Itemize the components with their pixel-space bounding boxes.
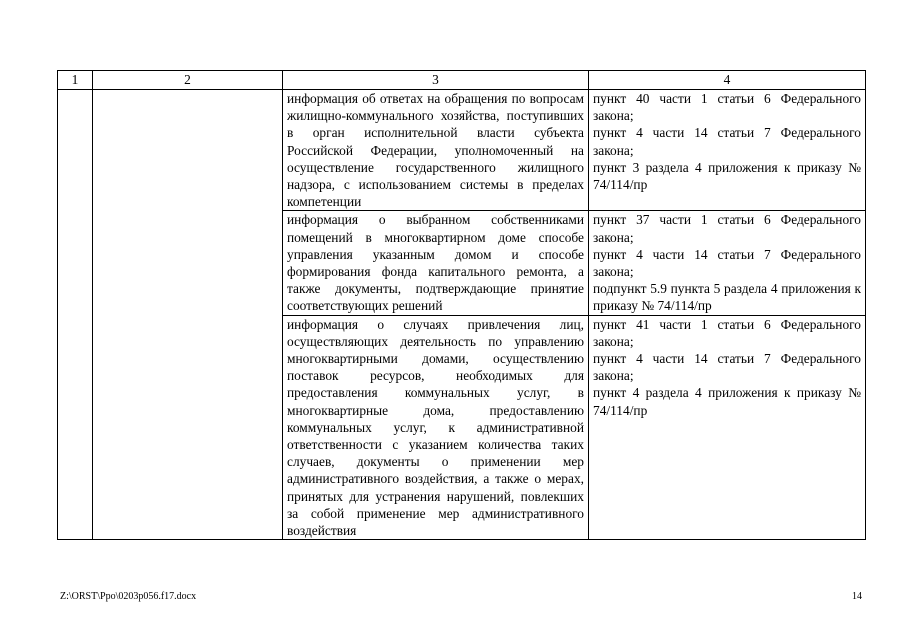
- col2-merged-cell: [93, 90, 283, 540]
- column-header-4: 4: [589, 71, 866, 90]
- legal-basis-item: пункт 37 части 1 статьи 6 Федерального закона;: [593, 212, 861, 245]
- legal-basis-cell: [589, 315, 866, 540]
- information-description-cell: информация об ответах на обращения по вопросам жилищно-коммунального хозяйства, поступивших в орган исполнительной власти субъекта Российской Федерации, уполномоченный на осуществление государственного жилищного надзора, с использованием системы в пределах компетенции: [283, 90, 589, 211]
- column-header-2: 2: [93, 71, 283, 90]
- table-header-row: [58, 71, 866, 90]
- legal-basis-cell: [589, 90, 866, 211]
- col1-merged-cell: [58, 90, 93, 540]
- legal-basis-item: пункт 3 раздела 4 приложения к приказу № 74/114/пр: [593, 159, 861, 193]
- legal-basis-item: пункт 4 части 14 статьи 7 Федерального закона;: [593, 351, 861, 384]
- information-description-cell: информация о выбранном собственниками помещений в многоквартирном доме способе управления указанным домом и способе формирования фонда капитального ремонта, а также документы, подтверждающие принятие соответствующих решений: [283, 211, 589, 315]
- legal-basis-item: пункт 4 части 14 статьи 7 Федерального закона;: [593, 125, 861, 158]
- legal-basis-cell: [589, 211, 866, 315]
- document-table: [57, 70, 866, 540]
- legal-basis-item: пункт 4 части 14 статьи 7 Федерального закона;: [593, 246, 861, 280]
- column-header-1: 1: [58, 71, 93, 90]
- legal-basis-item: пункт 40 части 1 статьи 6 Федерального закона;: [593, 91, 861, 124]
- column-header-3: 3: [283, 71, 589, 90]
- information-description-cell: информация о случаях привлечения лиц, осуществляющих деятельность по управлению многоквартирными домами, осуществлению поставок ресурсов, необходимых для предоставления коммунальных услуг, в многоквартирные дома, предоставлению коммунальных услуг, к административной ответственности с указанием количества таких случаев, документы о применении мер административного воздействия, а также о мерах, принятых для устранения нарушений, повлекших за собой применение мер административного воздействия: [283, 315, 589, 540]
- legal-basis-item: пункт 41 части 1 статьи 6 Федерального закона;: [593, 316, 861, 349]
- legal-basis-item: пункт 4 раздела 4 приложения к приказу № 74/114/пр: [593, 385, 861, 418]
- footer-file-path: Z:\ORST\Ppo\0203p056.f17.docx: [60, 591, 197, 602]
- legal-basis-item: подпункт 5.9 пункта 5 раздела 4 приложения к приказу № 74/114/пр: [593, 281, 861, 314]
- page-number: 14: [852, 591, 862, 602]
- table-row: [58, 90, 866, 211]
